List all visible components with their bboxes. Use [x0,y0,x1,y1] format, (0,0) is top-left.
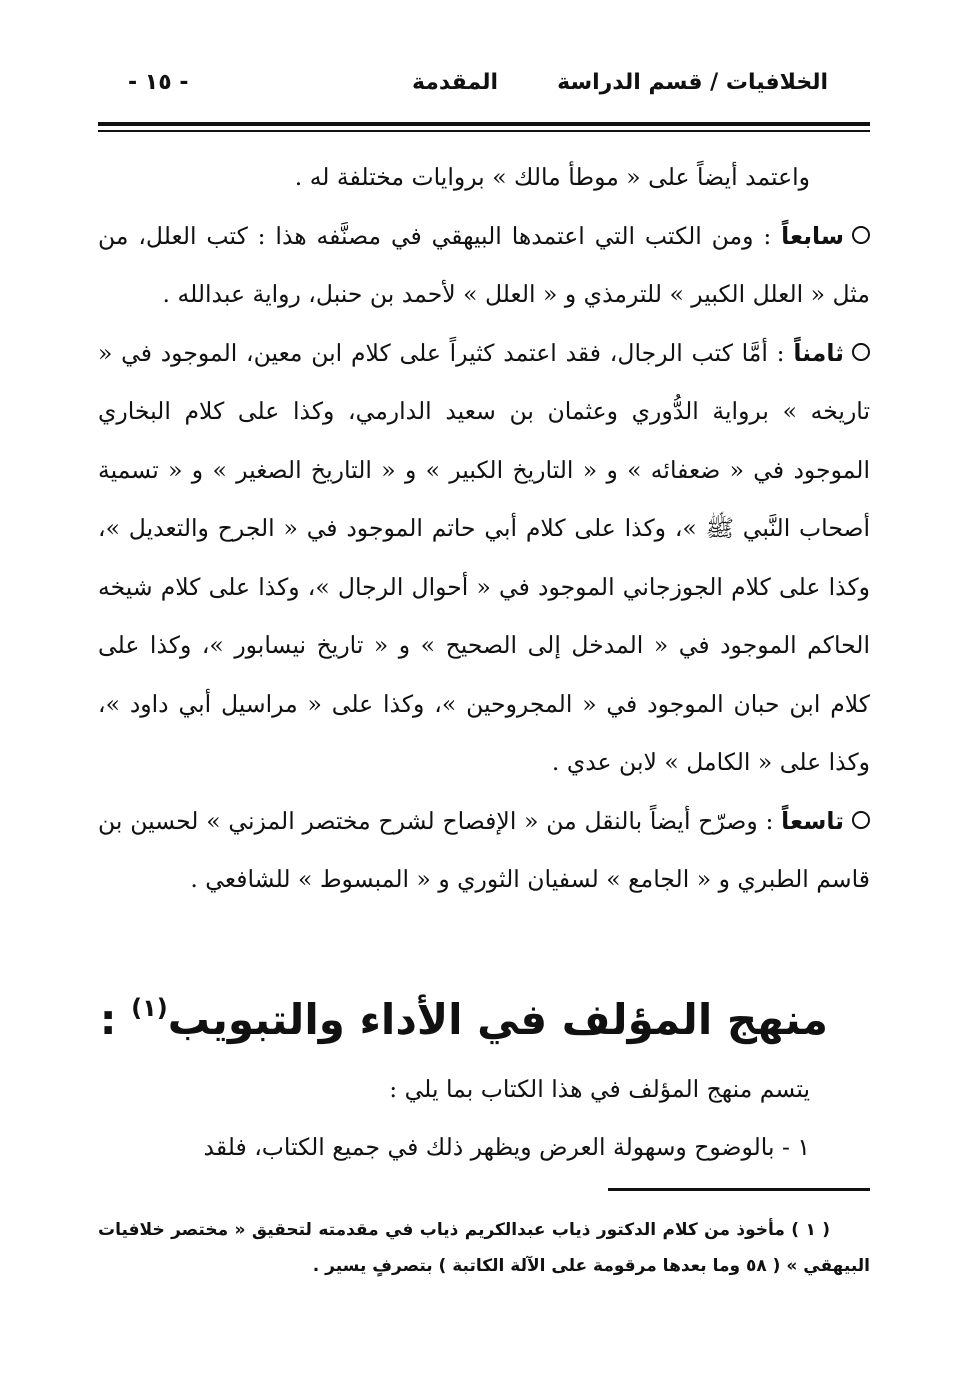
item-label-ninth: تاسعاً [781,806,844,835]
circle-bullet-icon [852,811,870,829]
heading-colon: : [99,995,117,1044]
footnotes [98,1212,870,1284]
section-body [98,1060,870,1176]
section-heading [98,968,828,1060]
header-rule-thick [98,122,870,126]
footnote-separator [608,1188,870,1191]
list-item-1: ١ - بالوضوح وسهولة العرض ويظهر ذلك في جميع الكتاب، فلقد [203,1133,810,1161]
item-label-eighth: ثامناً [793,338,844,367]
circle-bullet-icon [852,226,870,244]
running-header [98,70,828,110]
paragraph-ninth [98,792,870,909]
footnote-reference: (١) [131,994,168,1022]
item-text-eighth: : أمَّا كتب الرجال، فقد اعتمد كثيراً على كلام ابن معين، الموجود في « تاريخه » برواية الدُّوري وعثمان بن سعيد الدارمي، وكذا على كلام البخاري الموجود في « ضعفائه » و « التاريخ الكبير » و « التاريخ الصغير » و « تسمية أصحاب النَّبي ﷺ »، وكذا على كلام أبي حاتم الموجود في « الجرح والتعديل »، وكذا على كلام الجوزجاني الموجود في « أحوال الرجال »، وكذا على كلام شيخه الحاكم الموجود في « المدخل إلى الصحيح » و « تاريخ نيسابور »، وكذا على كلام ابن حبان الموجود في « المجروحين »، وكذا على « مراسيل أبي داود »، وكذا على « الكامل » لابن عدي . [98,338,870,776]
item-text-ninth: : وصرّح أيضاً بالنقل من « الإفصاح لشرح مختصر المزني » لحسين بن قاسم الطبري و « الجامع » لسفيان الثوري و « المبسوط » للشافعي . [98,806,870,893]
section-heading-text: منهج المؤلف في الأداء والتبويب [167,995,828,1044]
body-text [98,148,870,909]
circle-bullet-icon [852,343,870,361]
header-rule-thin [98,130,870,132]
item-label-seventh: سابعاً [781,221,844,250]
footnote-1: ( ١ ) مأخوذ من كلام الدكتور ذياب عبدالكريم ذياب في مقدمته لتحقيق « مختصر خلافيات البيهقي » ( ٥٨ وما بعدها مرقومة على الآلة الكاتبة ) بتصرفٍ يسير . [98,1220,870,1276]
page-number: - ١٥ - [128,70,189,95]
header-book-title: الخلافيات / قسم الدراسة [557,70,828,95]
item-text-seventh: : ومن الكتب التي اعتمدها البيهقي في مصنَّفه هذا : كتب العلل، من مثل « العلل الكبير » للترمذي و « العلل » لأحمد بن حنبل، رواية عبدالله . [98,221,870,308]
section-intro: يتسم منهج المؤلف في هذا الكتاب بما يلي : [389,1075,810,1103]
paragraph-eighth [98,324,870,792]
header-section-title: المقدمة [411,70,498,95]
paragraph-seventh [98,207,870,324]
paragraph-muwatta: واعتمد أيضاً على « موطأ مالك » بروايات مختلفة له . [294,163,810,191]
